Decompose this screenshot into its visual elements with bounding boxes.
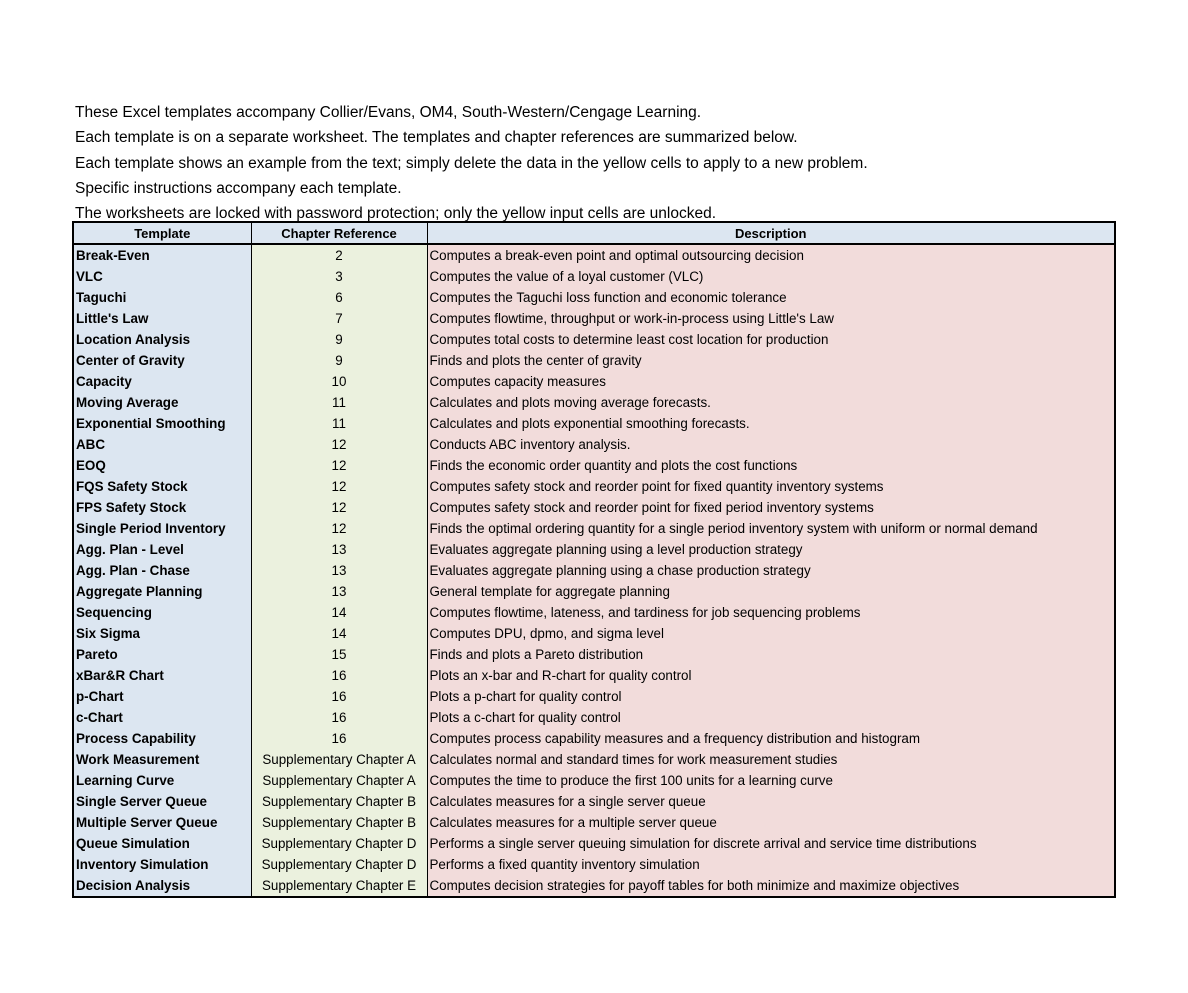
table-row [74,308,1114,329]
intro-line: Each template shows an example from the text; simply delete the data in the yellow cells to apply to a new problem. [75,154,868,172]
description-cell: Plots a c-chart for quality control [427,707,1114,728]
chapter-reference-cell: 9 [251,329,427,350]
template-name-cell: Work Measurement [74,749,251,770]
table-row [74,266,1114,287]
intro-line: Specific instructions accompany each template. [75,179,402,197]
chapter-reference-cell: 6 [251,287,427,308]
table-row [74,476,1114,497]
description-cell: Evaluates aggregate planning using a chase production strategy [427,560,1114,581]
description-cell: General template for aggregate planning [427,581,1114,602]
template-name-cell: Pareto [74,644,251,665]
chapter-reference-cell: 12 [251,497,427,518]
table-row [74,539,1114,560]
chapter-reference-cell: 16 [251,665,427,686]
template-name-cell: Multiple Server Queue [74,812,251,833]
chapter-reference-cell: 12 [251,518,427,539]
template-name-cell: VLC [74,266,251,287]
template-name-cell: EOQ [74,455,251,476]
chapter-reference-cell: Supplementary Chapter B [251,812,427,833]
template-name-cell: Exponential Smoothing [74,413,251,434]
template-name-cell: ABC [74,434,251,455]
table-row [74,329,1114,350]
template-name-cell: Center of Gravity [74,350,251,371]
header-template: Template [74,223,251,244]
chapter-reference-cell: 10 [251,371,427,392]
table-row [74,770,1114,791]
table-row [74,686,1114,707]
chapter-reference-cell: Supplementary Chapter A [251,770,427,791]
template-name-cell: xBar&R Chart [74,665,251,686]
template-name-cell: FQS Safety Stock [74,476,251,497]
description-cell: Computes the value of a loyal customer (VLC) [427,266,1114,287]
description-cell: Computes process capability measures and a frequency distribution and histogram [427,728,1114,749]
template-name-cell: Six Sigma [74,623,251,644]
table-row [74,707,1114,728]
description-cell: Calculates measures for a single server queue [427,791,1114,812]
description-cell: Computes capacity measures [427,371,1114,392]
description-cell: Computes flowtime, throughput or work-in-process using Little's Law [427,308,1114,329]
template-name-cell: Aggregate Planning [74,581,251,602]
template-name-cell: Agg. Plan - Level [74,539,251,560]
description-cell: Calculates measures for a multiple server queue [427,812,1114,833]
chapter-reference-cell: 14 [251,623,427,644]
description-cell: Computes safety stock and reorder point for fixed period inventory systems [427,497,1114,518]
table-row [74,392,1114,413]
description-cell: Finds and plots the center of gravity [427,350,1114,371]
template-name-cell: Moving Average [74,392,251,413]
description-cell: Computes safety stock and reorder point for fixed quantity inventory systems [427,476,1114,497]
chapter-reference-cell: 12 [251,476,427,497]
template-name-cell: Single Period Inventory [74,518,251,539]
description-cell: Computes the Taguchi loss function and economic tolerance [427,287,1114,308]
template-name-cell: Process Capability [74,728,251,749]
intro-text [75,100,1155,226]
table-row [74,244,1114,266]
template-summary-table [72,221,1116,898]
description-cell: Calculates and plots moving average forecasts. [427,392,1114,413]
header-description: Description [427,223,1114,244]
table-row [74,497,1114,518]
template-name-cell: Inventory Simulation [74,854,251,875]
description-cell: Evaluates aggregate planning using a level production strategy [427,539,1114,560]
description-cell: Plots a p-chart for quality control [427,686,1114,707]
chapter-reference-cell: 16 [251,728,427,749]
description-cell: Computes the time to produce the first 100 units for a learning curve [427,770,1114,791]
template-name-cell: Decision Analysis [74,875,251,896]
chapter-reference-cell: Supplementary Chapter D [251,833,427,854]
table-row [74,833,1114,854]
table-row [74,287,1114,308]
description-cell: Computes total costs to determine least cost location for production [427,329,1114,350]
description-cell: Finds and plots a Pareto distribution [427,644,1114,665]
table-row [74,350,1114,371]
description-cell: Finds the optimal ordering quantity for a single period inventory system with uniform or normal demand [427,518,1114,539]
table-row [74,518,1114,539]
table-row [74,791,1114,812]
description-cell: Computes DPU, dpmo, and sigma level [427,623,1114,644]
template-name-cell: FPS Safety Stock [74,497,251,518]
table-row [74,434,1114,455]
description-cell: Calculates and plots exponential smoothing forecasts. [427,413,1114,434]
template-name-cell: p-Chart [74,686,251,707]
intro-line: Each template is on a separate worksheet. The templates and chapter references are summarized below. [75,129,798,147]
table-row [74,812,1114,833]
description-cell: Computes flowtime, lateness, and tardiness for job sequencing problems [427,602,1114,623]
chapter-reference-cell: 7 [251,308,427,329]
template-name-cell: Break-Even [74,244,251,266]
chapter-reference-cell: 3 [251,266,427,287]
table-row [74,455,1114,476]
table-row [74,560,1114,581]
intro-line: These Excel templates accompany Collier/Evans, OM4, South-Western/Cengage Learning. [75,104,702,121]
chapter-reference-cell: 13 [251,560,427,581]
template-name-cell: Learning Curve [74,770,251,791]
chapter-reference-cell: Supplementary Chapter D [251,854,427,875]
chapter-reference-cell: 11 [251,392,427,413]
chapter-reference-cell: 2 [251,244,427,266]
template-name-cell: c-Chart [74,707,251,728]
chapter-reference-cell: 13 [251,539,427,560]
header-chapter-reference: Chapter Reference [251,223,427,244]
table-row [74,854,1114,875]
template-name-cell: Agg. Plan - Chase [74,560,251,581]
description-cell: Performs a fixed quantity inventory simulation [427,854,1114,875]
chapter-reference-cell: 16 [251,707,427,728]
chapter-reference-cell: 11 [251,413,427,434]
intro-line: The worksheets are locked with password protection; only the yellow input cells are unlocked. [75,205,716,223]
template-name-cell: Sequencing [74,602,251,623]
table-header-row [74,223,1114,244]
table-row [74,644,1114,665]
table-row [74,371,1114,392]
description-cell: Calculates normal and standard times for work measurement studies [427,749,1114,770]
chapter-reference-cell: Supplementary Chapter E [251,875,427,896]
description-cell: Plots an x-bar and R-chart for quality control [427,665,1114,686]
chapter-reference-cell: Supplementary Chapter B [251,791,427,812]
table-row [74,623,1114,644]
template-name-cell: Single Server Queue [74,791,251,812]
template-name-cell: Location Analysis [74,329,251,350]
table-row [74,749,1114,770]
chapter-reference-cell: Supplementary Chapter A [251,749,427,770]
template-name-cell: Taguchi [74,287,251,308]
template-name-cell: Little's Law [74,308,251,329]
template-name-cell: Queue Simulation [74,833,251,854]
table-row [74,665,1114,686]
description-cell: Computes decision strategies for payoff tables for both minimize and maximize objectives [427,875,1114,896]
table-row [74,413,1114,434]
chapter-reference-cell: 13 [251,581,427,602]
table-row [74,602,1114,623]
chapter-reference-cell: 9 [251,350,427,371]
table-row [74,875,1114,896]
chapter-reference-cell: 14 [251,602,427,623]
description-cell: Finds the economic order quantity and plots the cost functions [427,455,1114,476]
table-row [74,728,1114,749]
description-cell: Performs a single server queuing simulation for discrete arrival and service time distributions [427,833,1114,854]
description-cell: Computes a break-even point and optimal outsourcing decision [427,244,1114,266]
description-cell: Conducts ABC inventory analysis. [427,434,1114,455]
table-row [74,581,1114,602]
template-name-cell: Capacity [74,371,251,392]
chapter-reference-cell: 16 [251,686,427,707]
chapter-reference-cell: 15 [251,644,427,665]
chapter-reference-cell: 12 [251,455,427,476]
chapter-reference-cell: 12 [251,434,427,455]
